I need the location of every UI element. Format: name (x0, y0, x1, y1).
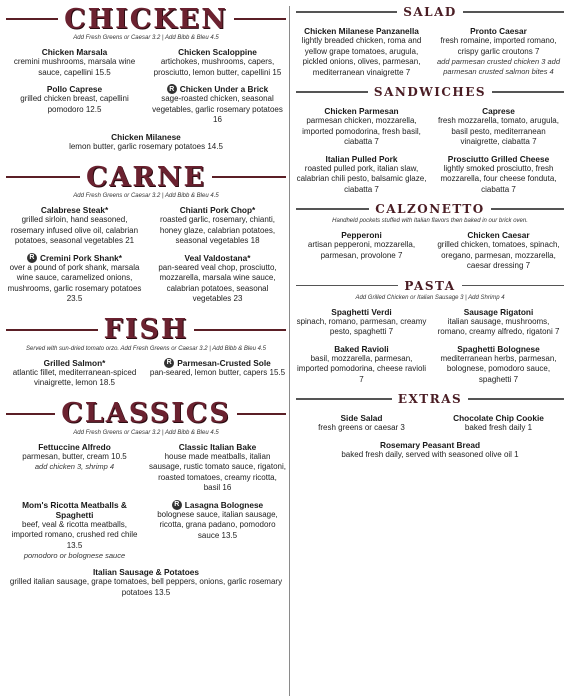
menu-item (149, 253, 286, 305)
item-description: grilled chicken, tomatoes, spinach, oregano, parmesan, mozzarella, caesar dressing 7 (437, 240, 560, 270)
item-name: Chicken Under a Brick (179, 84, 269, 94)
item-description: grilled italian sausage, grape tomatoes, bell peppers, onions, garlic rosemary potatoes 13.5 (9, 577, 283, 597)
section-subtitle: Served with sun-dried tomato orzo. Add Fresh Greens or Caesar 3.2 | Add Bibb & Bleu 4.5 (26, 345, 266, 352)
item-name: Prosciutto Grilled Cheese (447, 153, 550, 164)
header-rule (492, 91, 564, 93)
section-header (296, 4, 564, 20)
section-header (6, 315, 286, 345)
menu-item (296, 230, 427, 272)
header-rule (296, 285, 398, 287)
item-name: Parmesan-Crusted Sole (177, 357, 271, 368)
header-rule (6, 329, 98, 331)
item-note: add parmesan crusted chicken 3 add parmesan crusted salmon bites 4 (437, 57, 560, 76)
menu-item (296, 26, 427, 78)
item-description: parmesan, butter, cream 10.5 (22, 451, 127, 461)
item-name: Italian Sausage & Potatoes (92, 567, 200, 577)
header-rule (463, 11, 564, 13)
section-title: EXTRAS (397, 392, 463, 406)
header-rule (234, 18, 286, 20)
item-description: lightly breaded chicken, roma and yellow grape tomatoes, arugula, pickled onions, olives, parmesan, mediterranean vinaigrette 7 (301, 36, 422, 77)
menu-item (433, 307, 564, 338)
header-rule (6, 413, 55, 415)
menu-item (6, 567, 286, 598)
item-name: Chicken Marsala (41, 47, 108, 57)
item-description: spinach, romano, parmesan, creamy pesto, spaghetti 7 (296, 316, 427, 336)
menu-item (433, 344, 564, 386)
header-rule (6, 176, 80, 178)
section-title: PASTA (404, 278, 456, 293)
item-description: fresh romaine, imported romano, crispy garlic croutons 7 (440, 36, 557, 56)
item-name: Chianti Pork Chop* (179, 205, 256, 215)
item-name-row (149, 500, 286, 510)
header-rule (296, 208, 369, 210)
item-description: pan-seared, lemon butter, capers 15.5 (149, 367, 286, 377)
menu-item (296, 413, 427, 434)
menu-item (296, 307, 427, 338)
section-title: CARNE (85, 161, 207, 193)
item-name-row (149, 84, 286, 94)
section-title: CALZONETTO (375, 202, 485, 216)
section-classics (6, 399, 286, 599)
menu-item (6, 253, 143, 305)
section-subtitle: Add Fresh Greens or Caesar 3.2 | Add Bibb & Bleu 4.5 (73, 429, 219, 436)
item-description: italian sausage, mushrooms, romano, creamy alfredo, rigatoni 7 (437, 316, 560, 336)
item-name: Baked Ravioli (334, 343, 389, 354)
menu-item (296, 344, 427, 386)
menu-item (149, 500, 286, 562)
signature-icon: R (27, 253, 37, 263)
section-title: SANDWICHES (373, 85, 487, 99)
item-description: baked fresh daily 1 (464, 423, 533, 432)
header-rule (462, 285, 564, 287)
section-calzonetto (296, 201, 564, 272)
item-name: Side Salad (340, 413, 383, 423)
section-salad (296, 4, 564, 78)
right-column (296, 4, 564, 460)
section-subtitle: Add Grilled Chicken or Italian Sausage 3 | Add Shrimp 4 (355, 294, 505, 301)
item-description: beef, veal & ricotta meatballs, imported romano, crushed red chile 13.5 (11, 519, 138, 550)
menu-item (433, 230, 564, 272)
item-name-row (149, 358, 286, 368)
item-description: artisan pepperoni, mozzarella, parmesan, provolone 7 (307, 240, 416, 260)
item-description: grilled sirloin, hand seasoned, rosemary infused olive oil, calabrian potatoes, seasonal vegetables 21 (10, 215, 139, 245)
section-title: FISH (103, 314, 189, 345)
item-description: mediterranean herbs, parmesan, bolognese, pomodoro sauce, spaghetti 7 (440, 353, 557, 384)
menu-item (6, 205, 143, 247)
item-name: Pronto Caesar (470, 26, 527, 36)
item-name: Sausage Rigatoni (463, 306, 534, 317)
item-name: Chicken Milanese Panzanella (304, 26, 419, 36)
section-header (6, 4, 286, 34)
section-header (296, 278, 564, 294)
menu-item (149, 84, 286, 126)
item-description: bolognese sauce, italian sausage, ricotta, grana padano, pomodoro sauce 13.5 (157, 509, 278, 540)
item-description: roasted pulled pork, italian slaw, calabrian chili pesto, balsamic glaze, ciabatta 7 (296, 163, 427, 194)
menu-item (433, 106, 564, 148)
item-name: Italian Pulled Pork (325, 153, 398, 164)
section-header (6, 399, 286, 429)
column-divider (289, 6, 290, 696)
item-description: pan-seared veal chop, prosciutto, mozzarella, marsala wine sauce, calabrian potatoes, seasonal vegetables 23 (158, 262, 277, 303)
header-rule (296, 91, 368, 93)
item-name: Rosemary Peasant Bread (379, 439, 481, 450)
section-chicken (6, 4, 286, 152)
item-name: Lasagna Bolognese (184, 499, 264, 510)
item-name: Caprese (482, 106, 515, 116)
item-name-row (6, 253, 143, 263)
item-description: parmesan chicken, mozzarella, imported pomodorina, fresh basil, ciabatta 7 (302, 116, 421, 146)
header-rule (6, 18, 58, 20)
menu-item (296, 440, 564, 461)
menu-item (6, 500, 143, 562)
menu-item (433, 154, 564, 196)
menu-item (149, 442, 286, 494)
signature-icon: R (164, 358, 174, 368)
item-description: basil, mozzarella, parmesan, imported pomodorina, cheese ravioli 7 (297, 353, 426, 384)
menu-item (6, 47, 143, 78)
header-rule (296, 398, 392, 400)
menu-item (149, 205, 286, 247)
item-description: lightly smoked prosciutto, fresh mozzarella, four cheese fonduta, ciabatta 7 (440, 163, 557, 194)
menu-item (433, 26, 564, 78)
item-description: house made meatballs, italian sausage, rustic tomato sauce, rigatoni, roasted tomatoes, creamy ricotta, basil 16 (149, 451, 286, 492)
item-description: artichokes, mushrooms, capers, prosciutto, lemon butter, capellini 15 (153, 57, 282, 77)
item-name: Chicken Parmesan (324, 106, 399, 116)
menu-item (296, 106, 427, 148)
header-rule (194, 329, 286, 331)
section-subtitle: Add Fresh Greens or Caesar 3.2 | Add Bibb & Bleu 4.5 (73, 193, 219, 199)
item-note: add chicken 3, shrimp 4 (34, 462, 115, 471)
section-title: CLASSICS (61, 398, 231, 429)
item-description: lemon butter, garlic rosemary potatoes 14.5 (69, 141, 223, 151)
header-rule (491, 208, 564, 210)
section-sandwiches (296, 84, 564, 195)
menu-item (6, 84, 143, 126)
item-name: Veal Valdostana* (184, 252, 251, 263)
section-subtitle: Add Fresh Greens or Caesar 3.2 | Add Bibb & Bleu 4.5 (73, 35, 219, 41)
menu-item (433, 413, 564, 434)
section-fish (6, 315, 286, 389)
item-name: Chocolate Chip Cookie (453, 413, 544, 423)
menu-item (6, 442, 143, 494)
section-extras (296, 391, 564, 460)
menu-item (296, 154, 427, 196)
item-name: Spaghetti Verdi (331, 306, 392, 317)
item-description: roasted garlic, rosemary, chianti, honey glaze, calabrian potatoes, seasonal vegetables 18 (159, 215, 276, 245)
item-name: Chicken Scaloppine (178, 47, 257, 57)
section-header (296, 201, 564, 217)
item-description: atlantic fillet, mediterranean-spiced vinaigrette, lemon 18.5 (12, 367, 137, 387)
menu-item (149, 47, 286, 78)
item-description: sage-roasted chicken, seasonal vegetables, garlic rosemary potatoes 16 (152, 94, 283, 124)
section-title: SALAD (403, 5, 457, 19)
item-description: over a pound of pork shank, marsala wine sauce, caramelized onions, mushrooms, garlic rosemary potatoes 23.5 (7, 262, 142, 303)
item-name: Spaghetti Bolognese (457, 343, 540, 354)
item-name: Grilled Salmon* (43, 357, 106, 368)
section-title: CHICKEN (64, 3, 228, 35)
item-name: Chicken Caesar (467, 230, 530, 240)
left-column (6, 4, 286, 598)
item-name: Classic Italian Bake (178, 441, 257, 452)
signature-icon: R (172, 500, 182, 510)
section-carne (6, 162, 286, 305)
section-header (296, 84, 564, 100)
item-description: fresh mozzarella, tomato, arugula, basil pesto, mediterranean vinaigrette, ciabatta 7 (438, 116, 559, 146)
section-pasta (296, 278, 564, 386)
item-description: cremini mushrooms, marsala wine sauce, capellini 15.5 (13, 57, 136, 77)
header-rule (468, 398, 564, 400)
item-name: Cremini Pork Shank* (39, 252, 123, 263)
section-header (296, 391, 564, 407)
header-rule (212, 176, 286, 178)
item-name: Mom's Ricotta Meatballs & Spaghetti (22, 499, 127, 520)
section-subtitle: Handheld pockets stuffed with Italian flavors then baked in our brick oven. (332, 218, 528, 224)
item-name: Chicken Milanese (111, 131, 181, 142)
menu-item (6, 132, 286, 153)
section-header (6, 162, 286, 192)
item-description: grilled chicken breast, capellini pomodoro 12.5 (20, 94, 129, 114)
item-description: fresh greens or caesar 3 (318, 423, 405, 432)
item-name: Calabrese Steak* (40, 205, 109, 215)
item-description: baked fresh daily, served with seasoned olive oil 1 (341, 449, 519, 459)
header-rule (296, 11, 397, 13)
item-name: Pepperoni (341, 230, 382, 240)
signature-icon: R (167, 84, 177, 94)
item-name: Fettuccine Alfredo (38, 441, 111, 452)
menu-item (6, 358, 143, 389)
header-rule (237, 413, 286, 415)
item-note: pomodoro or bolognese sauce (23, 551, 126, 560)
menu-item (149, 358, 286, 389)
item-name: Pollo Caprese (46, 84, 103, 94)
